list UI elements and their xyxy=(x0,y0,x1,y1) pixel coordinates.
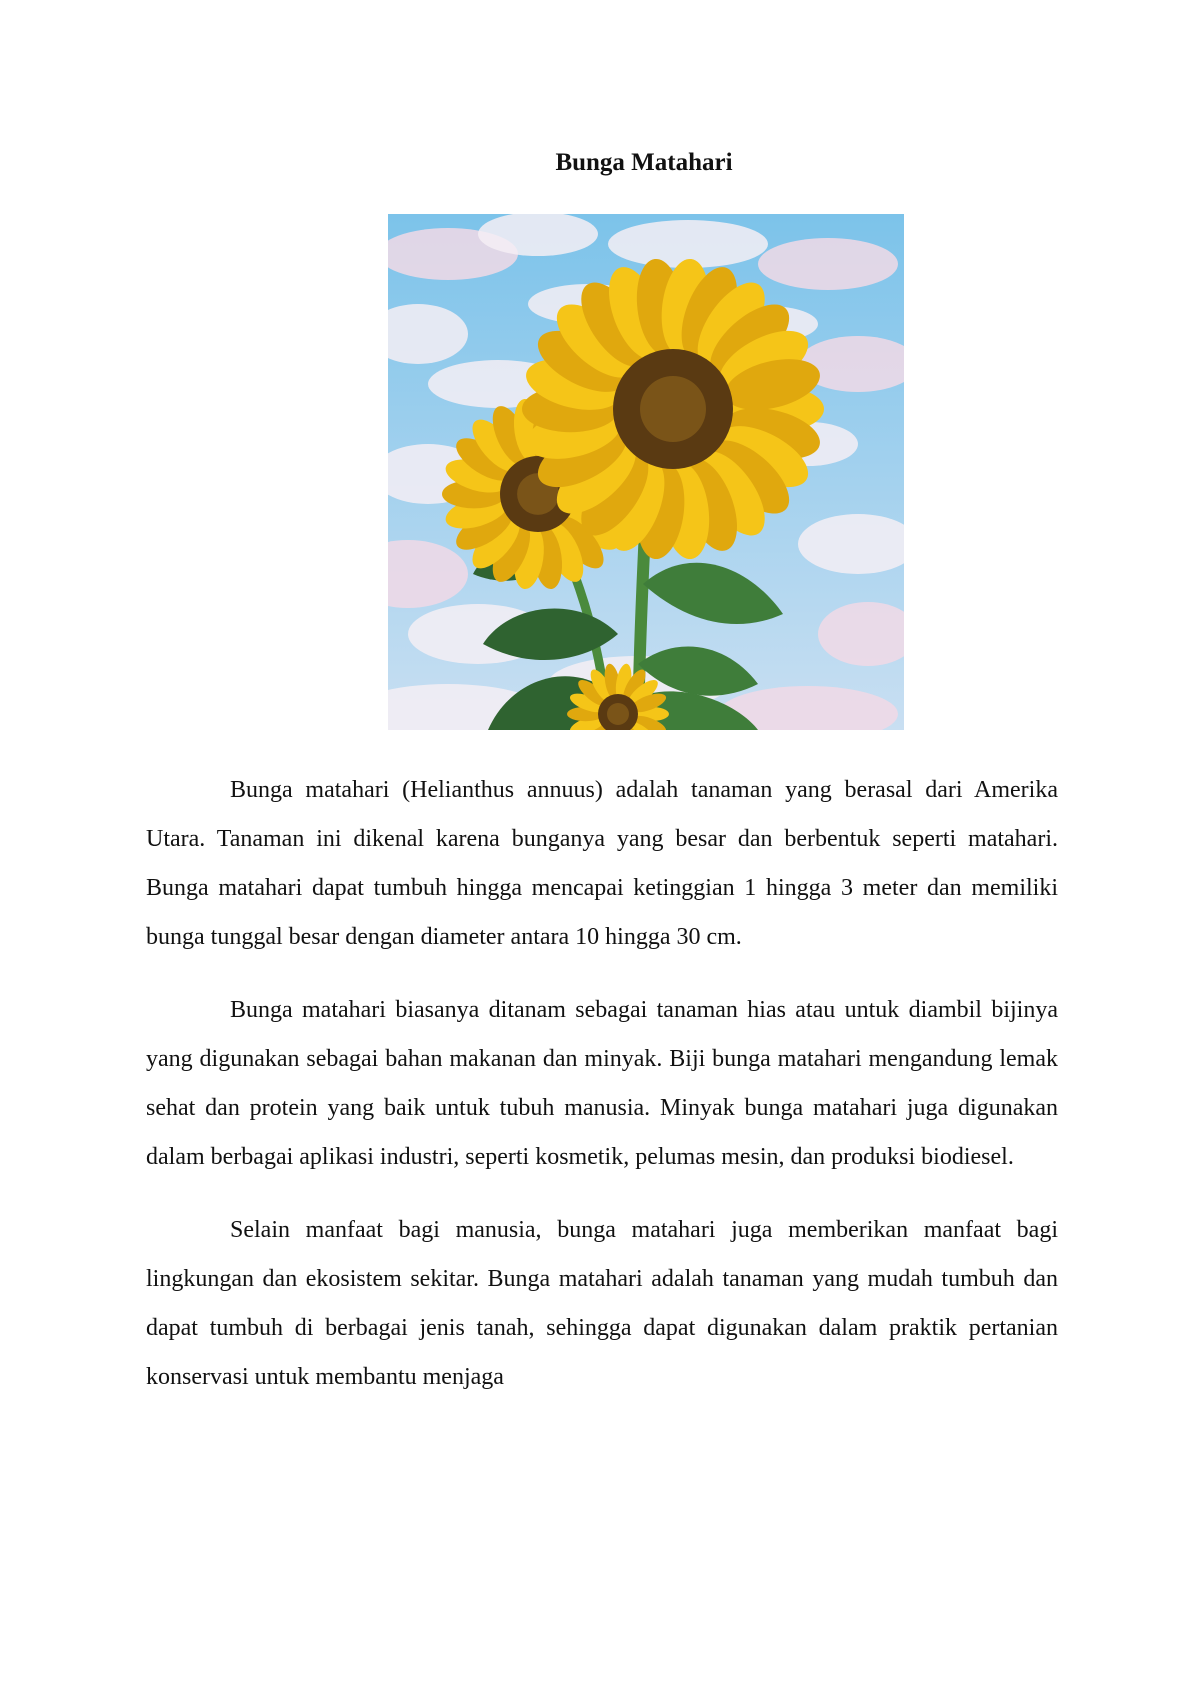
sunflower-illustration xyxy=(388,214,904,730)
flower-disc-center xyxy=(607,703,629,725)
cloud xyxy=(758,238,898,290)
paragraph-1: Bunga matahari (Helianthus annuus) adalah tanaman yang berasal dari Amerika Utara. Tanaman ini dikenal karena bunganya yang besar dan berbentuk seperti matahari. Bunga matahari dapat tumbuh hingga mencapai ketinggian 1 hingga 3 meter dan memiliki bunga tunggal besar dengan diameter antara 10 hingga 30 cm. xyxy=(146,777,1058,950)
document-body xyxy=(146,766,1058,1426)
sunflower-image xyxy=(388,214,904,730)
flower-disc-center xyxy=(640,376,706,442)
paragraph-3: Selain manfaat bagi manusia, bunga matahari juga memberikan manfaat bagi lingkungan dan ekosistem sekitar. Bunga matahari adalah tanaman yang mudah tumbuh dan dapat tumbuh di berbagai jenis tanah, sehingga dapat digunakan dalam praktik pertanian konservasi untuk membantu menjaga xyxy=(146,1217,1058,1390)
cloud xyxy=(478,214,598,256)
document-title: Bunga Matahari xyxy=(555,149,733,176)
paragraph-2: Bunga matahari biasanya ditanam sebagai tanaman hias atau untuk diambil bijinya yang digunakan sebagai bahan makanan dan minyak. Biji bunga matahari mengandung lemak sehat dan protein yang baik untuk tubuh manusia. Minyak bunga matahari juga digunakan dalam berbagai aplikasi industri, seperti kosmetik, pelumas mesin, dan produksi biodiesel. xyxy=(146,997,1058,1170)
